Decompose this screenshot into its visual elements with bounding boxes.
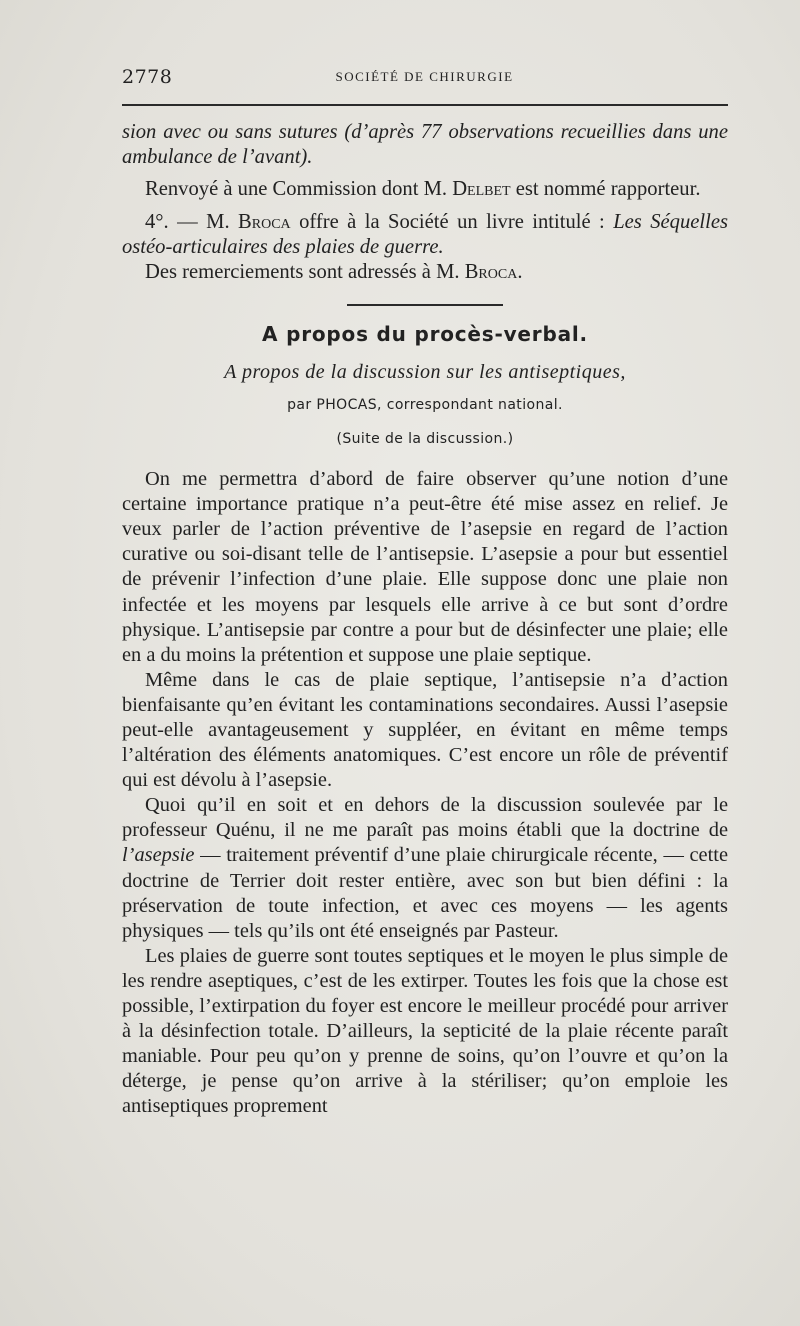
author-name-broca-2: Broca	[464, 261, 518, 284]
thanks-paragraph	[122, 260, 728, 285]
running-head: SOCIÉTÉ DE CHIRURGIE	[335, 69, 514, 84]
body-paragraph-4: Les plaies de guerre sont toutes septiques et le moyen le plus simple de les rendre aseptiques, c’est de les extirper. Toutes les fois que la chose est possible, l’extirpation du foyer est encore le meilleur procédé pour arriver à la désinfection totale. D’ailleurs, la septicité de la plaie récente paraît maniable. Pour peu qu’on y prenne de soins, qu’on l’ouvre et qu’on la déterge, je pense qu’on arrive à la stériliser; qu’on emploie les antiseptiques proprement	[122, 944, 728, 1118]
broca-paragraph	[122, 210, 728, 260]
para3-text-1: Quoi qu’il en soit et en dehors de la discussion soulevée par le professeur Quénu, il ne me paraît pas moins établi que la doctrine de	[122, 794, 728, 842]
para3-italic-term: l’asepsie	[122, 844, 195, 867]
commission-text-1: Renvoyé à une Commission dont M.	[145, 178, 453, 201]
author-name-delbet: Delbet	[452, 178, 511, 201]
broca-text-1: 4°. — M.	[145, 210, 239, 233]
section-title: A propos du procès-verbal.	[262, 322, 588, 347]
thanks-text: Des remerciements sont adressés à M.	[145, 261, 465, 284]
suite-note: (Suite de la discussion.)	[336, 430, 514, 447]
page-header	[122, 66, 727, 90]
section-subtitle: A propos de la discussion sur les antiseptiques,	[224, 361, 626, 384]
broca-text-2: offre à la Société un livre intitulé :	[290, 210, 614, 233]
section-separator	[347, 304, 503, 306]
body-paragraph-3	[122, 793, 728, 944]
page-body	[122, 120, 728, 1119]
author-name-broca: Broca	[238, 210, 291, 233]
book-title: Les Séquelles ostéo-articulaires des plaies de guerre.	[122, 210, 728, 258]
body-paragraph-2: Même dans le cas de plaie septique, l’antisepsie n’a d’action bienfaisante qu’en évitant les contaminations secondaires. Aussi l’asepsie peut-elle avantageusement y suppléer, en évitant en même temps l’altération des éléments anatomiques. C’est encore un rôle de préventif qui est dévolu à l’asepsie.	[122, 668, 728, 792]
commission-text-2: est nommé rapporteur.	[510, 178, 701, 201]
continued-paragraph: sion avec ou sans sutures (d’après 77 observations recueillies dans une ambulance de l’avant).	[122, 121, 728, 169]
author-byline: par PHOCAS, correspondant national.	[287, 396, 563, 413]
commission-paragraph	[122, 177, 728, 202]
thanks-end: .	[517, 261, 523, 284]
body-paragraph-1: On me permettra d’abord de faire observer qu’une notion d’une certaine importance pratique n’a peut-être été mise assez en relief. Je veux parler de l’action préventive de l’asepsie en regard de l’action curative ou soi-disant telle de l’antisepsie. L’asepsie a pour but essentiel de prévenir l’infection d’une plaie. Elle suppose donc une plaie non infectée et les moyens par lesquels elle arrive à ce but sont d’ordre physique. L’antisepsie par contre a pour but de désinfecter une plaie; elle en a du moins la prétention et suppose une plaie septique.	[122, 468, 728, 666]
header-rule	[122, 104, 728, 106]
page-number: 2778	[122, 66, 173, 88]
para3-text-2: — traitement préventif d’une plaie chirurgicale récente, — cette doctrine de Terrier doit rester entière, avec son but bien défini : la préservation de toute infection, et avec ces moyens — les agents physiques — tels qu’ils ont été enseignés par Pasteur.	[122, 844, 728, 942]
